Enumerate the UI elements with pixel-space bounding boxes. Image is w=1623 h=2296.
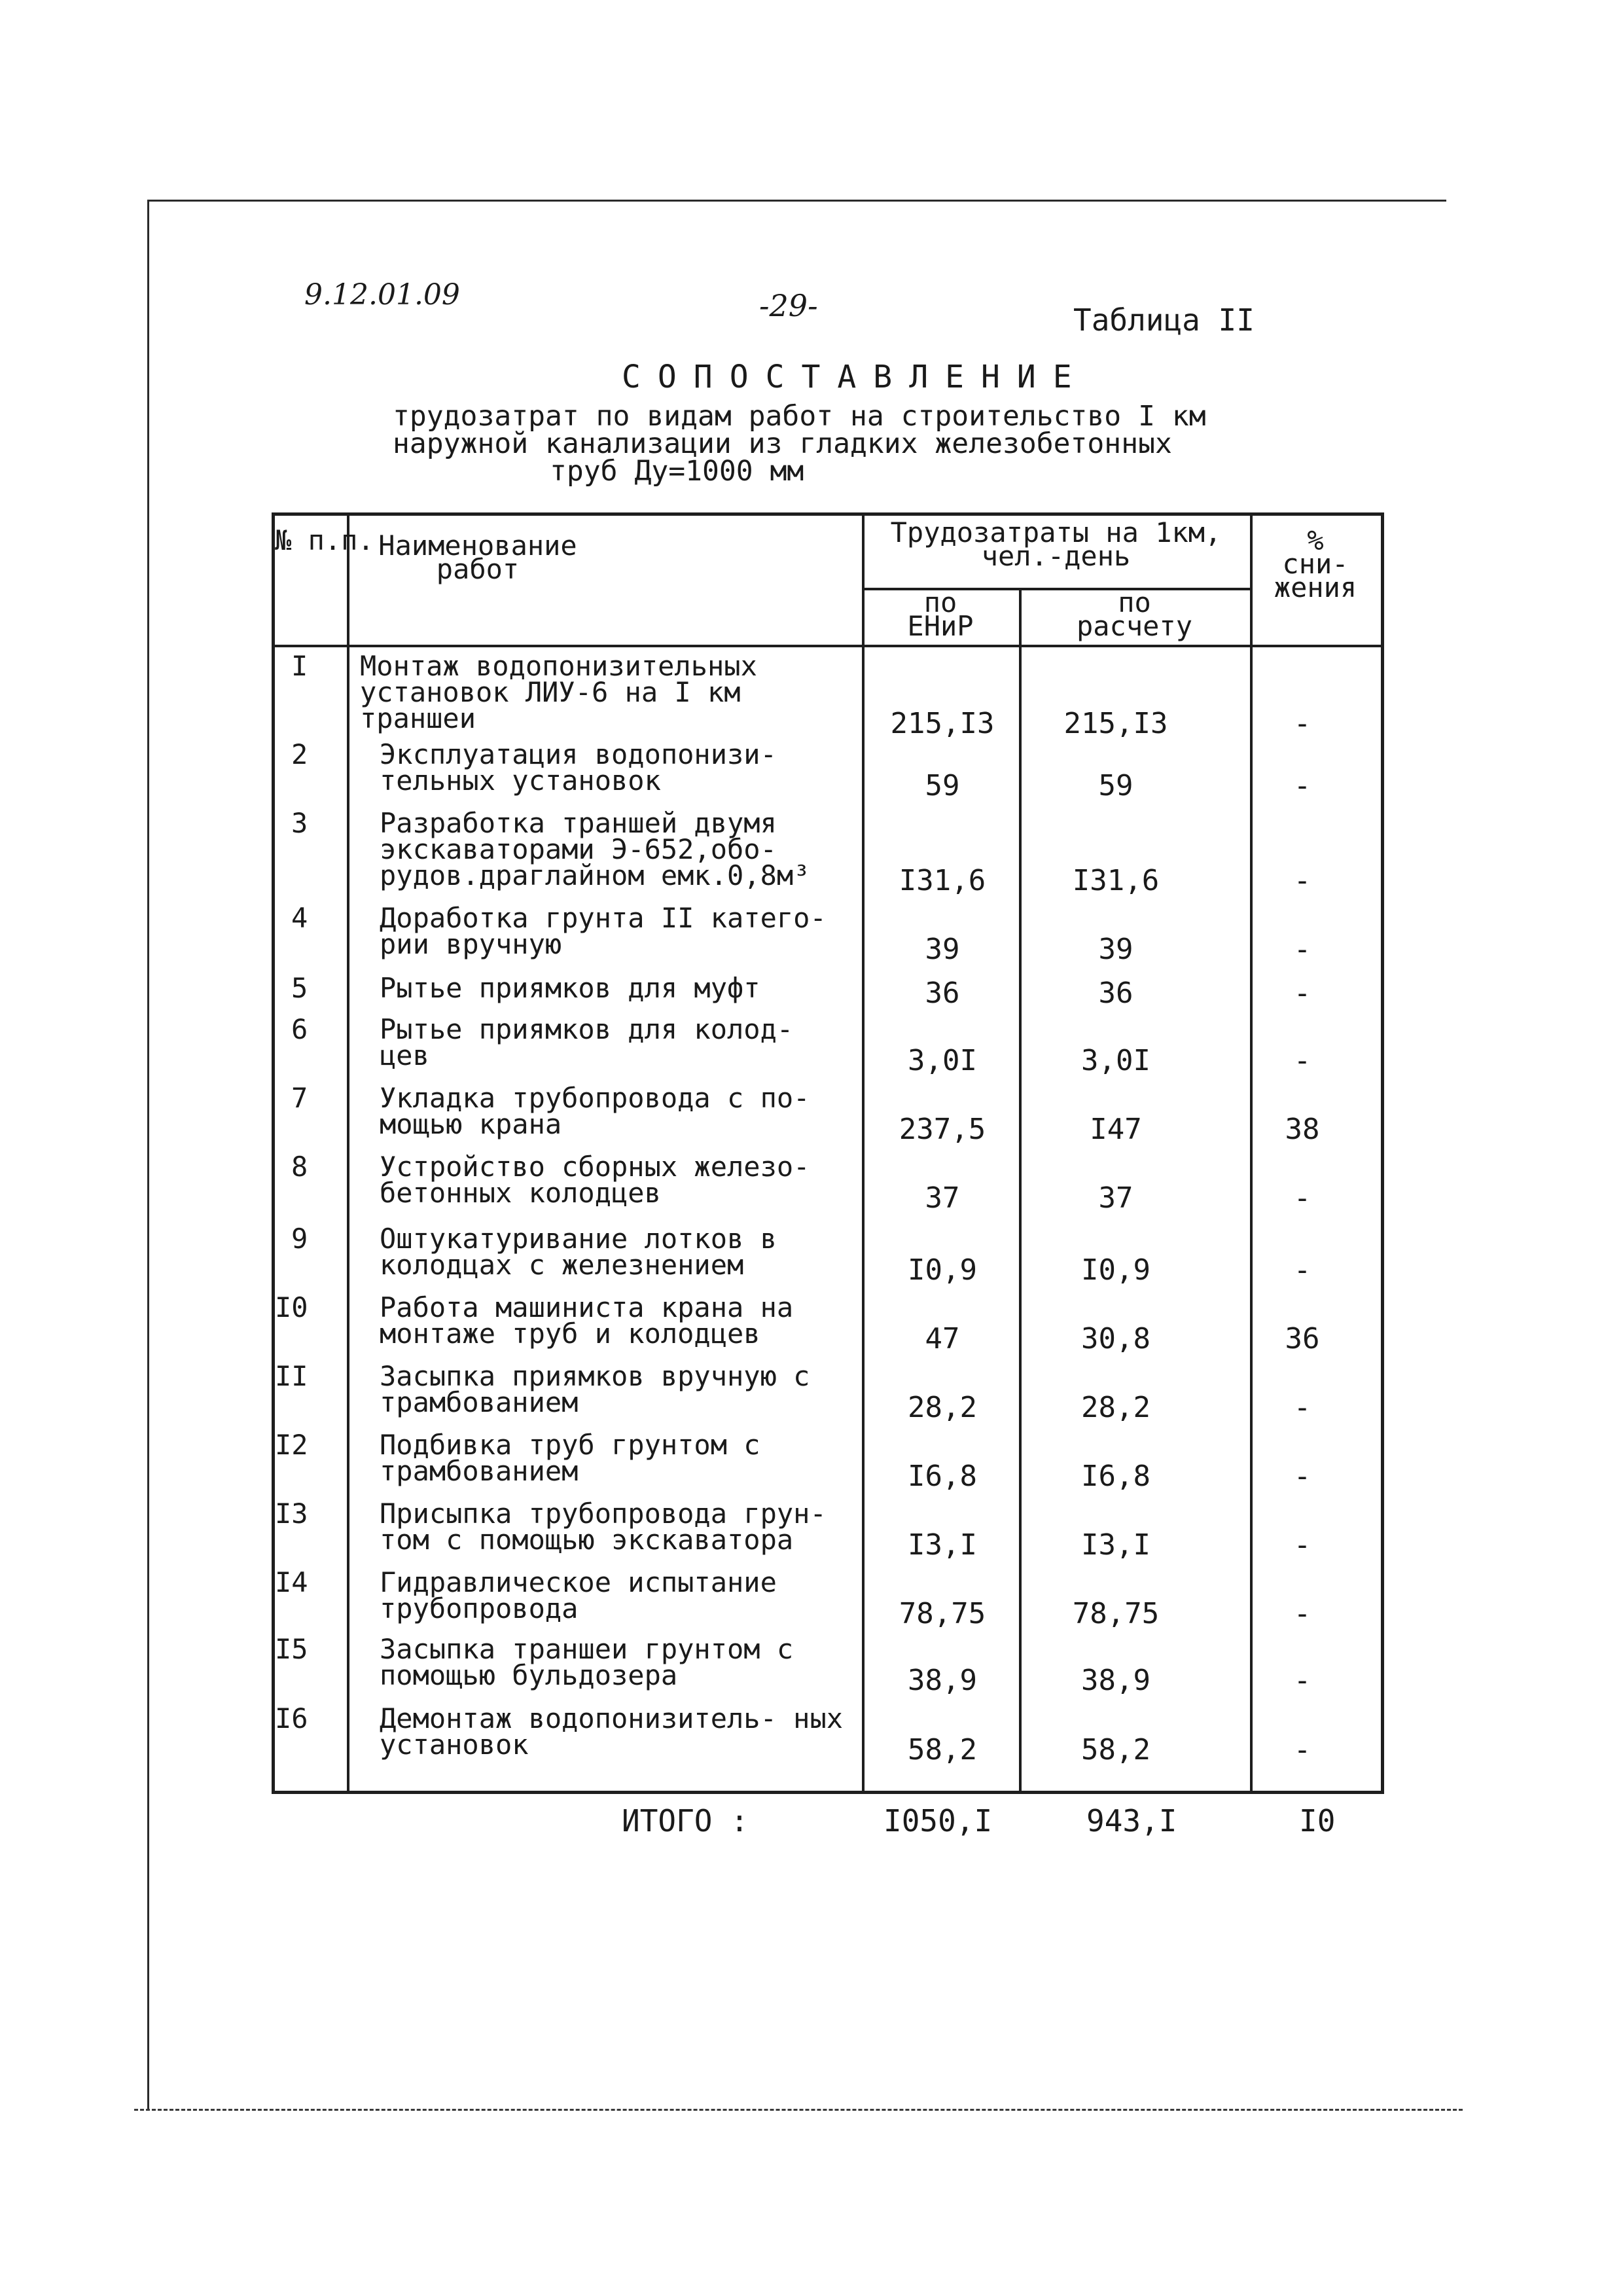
column-divider — [1019, 714, 1022, 1791]
row-enir-value: 38,9 — [908, 1664, 977, 1697]
row-calc-value: I6,8 — [1081, 1460, 1150, 1493]
row-work-name: Оштукатуривание лотков в колодцах с железнением — [380, 1223, 777, 1281]
row-enir-value: 59 — [925, 769, 960, 802]
row-calc-value: 59 — [1098, 769, 1133, 802]
row-work-name: Рытье приямков для муфт — [380, 972, 760, 1004]
row-calc-value: I3,I — [1081, 1528, 1150, 1562]
row-work-name: Подбивка труб грунтом с трамбованием — [380, 1429, 760, 1487]
row-calc-value: 30,8 — [1081, 1322, 1150, 1355]
row-reduction-value: - — [1293, 1460, 1311, 1493]
row-work-name: Засыпка траншеи грунтом с помощью бульдозера — [380, 1633, 794, 1691]
row-enir-value: I0,9 — [908, 1253, 977, 1287]
row-calc-value: I31,6 — [1072, 864, 1160, 897]
row-work-name: Укладка трубопровода с по- мощью крана — [380, 1082, 810, 1140]
row-reduction-value: - — [1293, 1528, 1311, 1562]
row-reduction-value: - — [1293, 769, 1311, 802]
page-number: -29- — [759, 288, 818, 323]
header-divider — [862, 588, 1250, 590]
total-enir: I050,I — [883, 1803, 993, 1839]
total-label: ИТОГО : — [622, 1803, 749, 1839]
row-enir-value: 47 — [925, 1322, 960, 1355]
row-work-name: Рытье приямков для колод- цев — [380, 1013, 794, 1071]
row-number: I6 — [275, 1702, 308, 1734]
row-work-name: Монтаж водопонизительных установок ЛИУ-6 на I км траншеи — [360, 650, 757, 734]
row-number: I0 — [275, 1291, 308, 1323]
row-number: 8 — [291, 1151, 308, 1183]
page-frame-top — [147, 200, 1446, 202]
header-num-text: № п.п. — [275, 524, 374, 556]
row-calc-value: 3,0I — [1081, 1044, 1150, 1077]
row-number: I5 — [275, 1633, 308, 1665]
row-enir-value: 237,5 — [899, 1113, 986, 1146]
row-reduction-value: 38 — [1285, 1113, 1320, 1146]
header-divider — [275, 645, 1381, 647]
subtitle-line: трудозатрат по видам работ на строительство I км — [393, 400, 1206, 433]
row-work-name: Гидравлическое испытание трубопровода — [380, 1566, 777, 1624]
row-number: I4 — [275, 1566, 308, 1598]
total-reduction: I0 — [1299, 1803, 1336, 1839]
row-enir-value: I3,I — [908, 1528, 977, 1562]
row-reduction-value: - — [1293, 1733, 1311, 1767]
row-number: 3 — [291, 807, 308, 839]
row-reduction-value: - — [1293, 1664, 1311, 1697]
row-calc-value: 58,2 — [1081, 1733, 1150, 1767]
row-calc-value: I47 — [1090, 1113, 1142, 1146]
header-calc-text: по расчету — [1076, 586, 1192, 642]
row-calc-value: 37 — [1098, 1181, 1133, 1215]
row-number: II — [275, 1360, 308, 1392]
header-labor-text: Трудозатраты на 1км, чел.-день — [890, 516, 1222, 572]
document-title: СОПОСТАВЛЕНИЕ — [622, 359, 1089, 395]
row-calc-value: 36 — [1098, 977, 1133, 1010]
header-labor — [862, 516, 1250, 572]
row-number: I — [291, 650, 308, 682]
row-enir-value: 28,2 — [908, 1391, 977, 1424]
table-label: Таблица II — [1073, 302, 1255, 338]
row-enir-value: 58,2 — [908, 1733, 977, 1767]
page-frame-left — [147, 200, 149, 2111]
header-name — [347, 529, 609, 585]
row-reduction-value: - — [1293, 1391, 1311, 1424]
header-reduction — [1250, 524, 1381, 603]
row-number: 9 — [291, 1223, 308, 1255]
row-calc-value: 78,75 — [1072, 1597, 1160, 1630]
row-number: I3 — [275, 1498, 308, 1530]
header-name-text: Наименование работ — [378, 529, 577, 585]
page-frame-bottom — [134, 2109, 1463, 2111]
row-work-name: Присыпка трубопровода грун- том с помощью экскаватора — [380, 1498, 827, 1556]
column-divider — [347, 516, 349, 1791]
row-work-name: Засыпка приямков вручную с трамбованием — [380, 1360, 810, 1418]
row-enir-value: 36 — [925, 977, 960, 1010]
row-reduction-value: 36 — [1285, 1322, 1320, 1355]
row-reduction-value: - — [1293, 933, 1311, 966]
row-reduction-value: - — [1293, 1181, 1311, 1215]
row-reduction-value: - — [1293, 864, 1311, 897]
row-calc-value: 39 — [1098, 933, 1133, 966]
row-number: I2 — [275, 1429, 308, 1461]
row-reduction-value: - — [1293, 1044, 1311, 1077]
document-subtitle — [393, 400, 1309, 488]
row-calc-value: 215,I3 — [1063, 707, 1168, 740]
row-calc-value: 38,9 — [1081, 1664, 1150, 1697]
row-reduction-value: - — [1293, 1253, 1311, 1287]
row-reduction-value: - — [1293, 1597, 1311, 1630]
row-number: 6 — [291, 1013, 308, 1045]
row-enir-value: I6,8 — [908, 1460, 977, 1493]
column-divider — [862, 516, 865, 1791]
subtitle-line: труб Ду=1000 мм — [550, 455, 804, 488]
row-enir-value: 39 — [925, 933, 960, 966]
row-calc-value: 28,2 — [1081, 1391, 1150, 1424]
comparison-table — [272, 512, 1384, 1794]
row-enir-value: 3,0I — [908, 1044, 977, 1077]
header-enir — [862, 586, 1019, 642]
row-work-name: Устройство сборных железо- бетонных колодцев — [380, 1151, 810, 1209]
row-work-name: Эксплуатация водопонизи- тельных установок — [380, 738, 777, 797]
subtitle-line: наружной канализации из гладких железобетонных — [393, 427, 1172, 460]
row-reduction-value: - — [1293, 977, 1311, 1010]
column-divider — [1250, 516, 1253, 1791]
header-num — [275, 524, 374, 556]
row-work-name: Разработка траншей двумя экскаваторами Э-652,обо- рудов.драглайном емк.0,8м³ — [380, 807, 810, 891]
header-reduction-text: % сни- жения — [1274, 524, 1357, 603]
row-enir-value: 215,I3 — [890, 707, 995, 740]
header-calc — [1019, 586, 1250, 642]
row-number: 7 — [291, 1082, 308, 1114]
row-calc-value: I0,9 — [1081, 1253, 1150, 1287]
row-reduction-value: - — [1293, 707, 1311, 740]
row-number: 4 — [291, 902, 308, 934]
row-enir-value: I31,6 — [899, 864, 986, 897]
row-work-name: Демонтаж водопонизитель- ных установок — [380, 1702, 844, 1761]
row-number: 5 — [291, 972, 308, 1004]
row-enir-value: 37 — [925, 1181, 960, 1215]
header-enir-text: по ЕНиР — [907, 586, 974, 642]
row-enir-value: 78,75 — [899, 1597, 986, 1630]
document-code: 9.12.01.09 — [304, 278, 460, 312]
row-work-name: Доработка грунта II катего- рии вручную — [380, 902, 827, 960]
row-number: 2 — [291, 738, 308, 770]
total-calc: 943,I — [1086, 1803, 1177, 1839]
row-work-name: Работа машиниста крана на монтаже труб и колодцев — [380, 1291, 794, 1350]
